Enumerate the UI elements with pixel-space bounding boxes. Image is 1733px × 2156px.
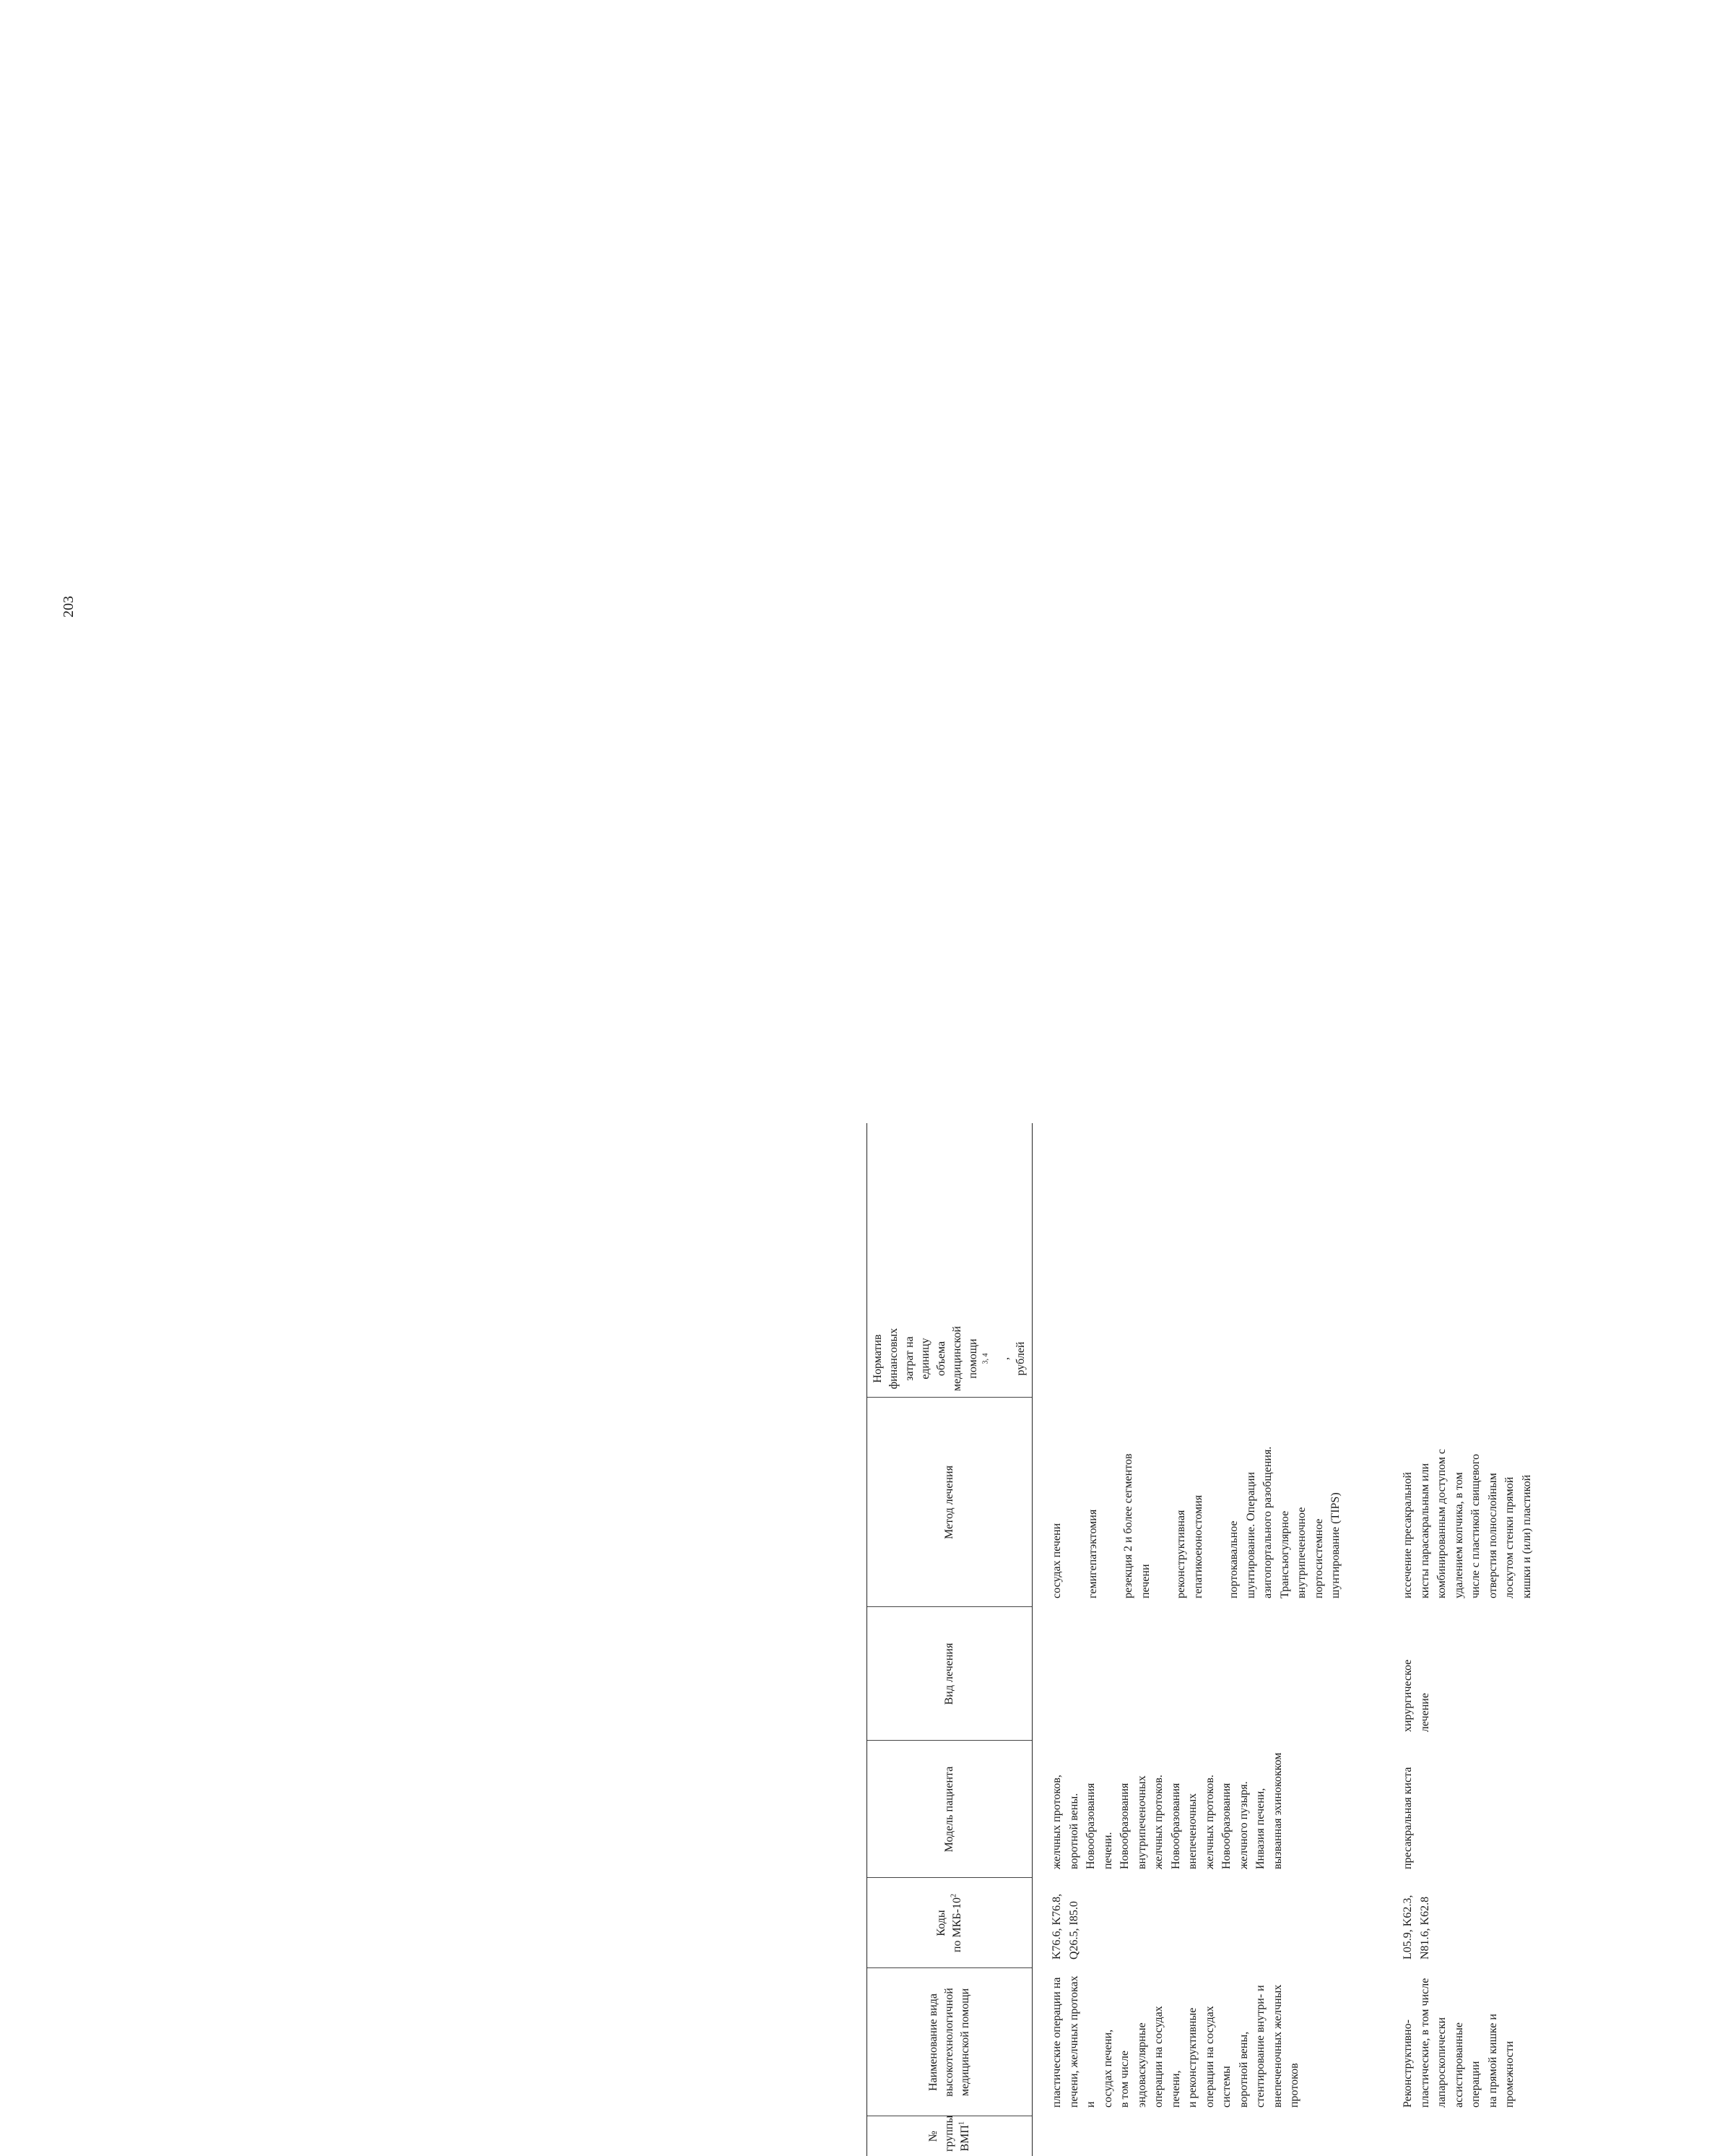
cell-patient-model: пресакральная киста [1402, 1767, 1414, 1869]
method-item: резекция 2 и более сегментов печени [1122, 1453, 1152, 1598]
vmp-table [866, 1123, 1554, 2156]
method-item: портокавальное шунтирование. Операции азигопортального разобщения. Трансъюгулярное внутрипеченочное портосистемное шунтирование (TIPS) [1228, 1446, 1342, 1598]
cell-treatment-method [1395, 1398, 1554, 1607]
cell-cost-norm [1395, 1123, 1554, 1398]
cell-treatment-kind [1033, 1607, 1396, 1741]
cell-vmp-name: Реконструктивно- пластические, в том числе лапароскопически ассистированные операции на прямой кишке и промежности [1402, 1978, 1516, 2108]
header-treatment-kind: Вид лечения [867, 1607, 1033, 1741]
header-treatment-method: Метод лечения [867, 1398, 1033, 1607]
rotated-table-container [866, 1123, 1733, 2156]
cell-treatment-kind: хирургическое лечение [1402, 1659, 1431, 1732]
cell-treatment-method [1033, 1398, 1396, 1607]
cell-vmp-name: пластические операции на печени, желчных протоках и сосудах печени, в том числе эндоваскулярные операции на сосудах печени, и реконструктивные операции на сосудах системы воротной вены, стентирование внутри- и внепеченочных желчных протоков [1051, 1975, 1300, 2108]
cell-icd-codes: L05.9, K62.3, N81.6, K62.8 [1402, 1895, 1431, 1960]
method-item: иссечение пресакральной кисты парасакральным или комбинированным доступом с удалением копчика, в том числе с пластикой свищевого отверстия полнослойным лоскутом стенки прямой кишки и (или) пластикой [1402, 1449, 1533, 1598]
method-item: сосудах печени [1051, 1523, 1063, 1598]
header-group-number: № группы ВМП$^1$ [867, 2116, 1033, 2156]
cell-group-number [1395, 2116, 1554, 2156]
header-patient-model: Модель пациента [867, 1741, 1033, 1878]
header-vmp-name: Наименование вида высокотехнологичной медицинской помощи [867, 1968, 1033, 2116]
header-icd-codes: Коды по МКБ-$10^2$ [867, 1878, 1033, 1968]
cell-icd-codes: K76.6, K76.8, Q26.5, I85.0 [1051, 1893, 1080, 1960]
table-row [1395, 1123, 1554, 2156]
header-row [867, 1123, 1033, 2156]
method-item: реконструктивная гепатикоеюностомия [1175, 1494, 1204, 1598]
cell-patient-model: желчных протоков, воротной вены. Новообразования печени. Новообразования внутрипеченочных желчных протоков. Новообразования внепеченочных желчных протоков. Новообразования желчного пузыря. Инвазия печени, вызванная эхинококком [1051, 1752, 1284, 1869]
table-row [1033, 1123, 1396, 2156]
header-cost-norm: Норматив финансовых затрат на единицу объема медицинской помощи $^{3, 4}$ , рублей [867, 1123, 1033, 1398]
method-item: гемигепатэктомия [1086, 1509, 1099, 1598]
page-number: 203 [61, 596, 77, 618]
cell-cost-norm [1033, 1123, 1396, 1398]
cell-group-number [1033, 2116, 1396, 2156]
